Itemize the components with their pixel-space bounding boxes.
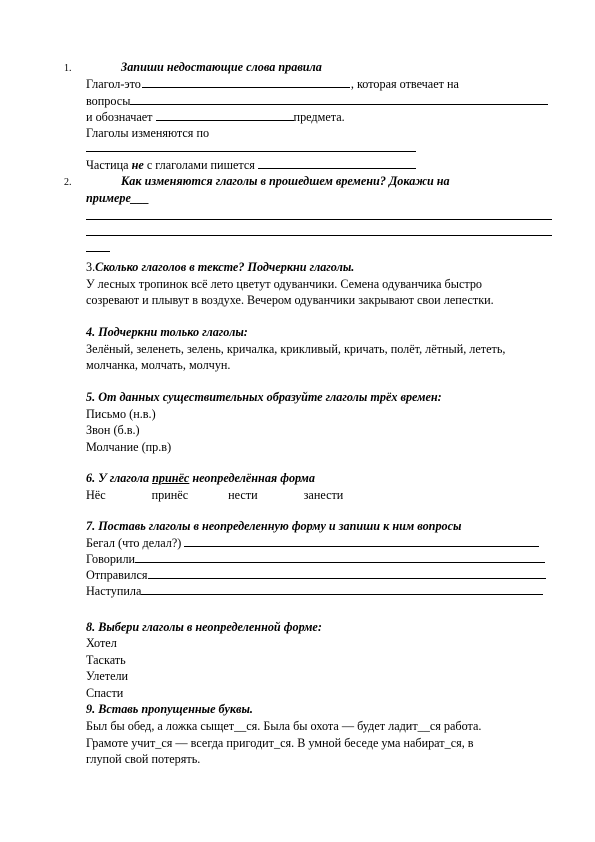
answer-blank[interactable]	[156, 109, 294, 121]
task-1-line-3	[86, 109, 345, 125]
task-6-option[interactable]: принёс	[151, 488, 189, 502]
task-3-title-text: Сколько глаголов в тексте? Подчеркни глаголы.	[95, 260, 355, 274]
answer-blank[interactable]	[141, 583, 543, 595]
task-9-text-line-1: Был бы обед, а ложка сыщет__ся. Была бы охота — будет ладит__ся работа.	[86, 719, 482, 733]
task-9-text-line-3: глупой свой потерять.	[86, 752, 201, 766]
task-8-item: Таскать	[86, 653, 126, 667]
answer-blank[interactable]	[184, 535, 539, 547]
task-6-title-part-1: 6. У глагола	[86, 471, 153, 485]
answer-blank[interactable]	[86, 219, 552, 220]
task-9-text-line-2: Грамоте учит_ся — всегда пригодит_ся. В умной беседе ума набират_ся, в	[86, 736, 474, 750]
task-1-line-4: Глаголы изменяются по	[86, 126, 210, 140]
task-4-title: 4. Подчеркни только глаголы:	[86, 325, 248, 339]
task-6-title-word: принёс	[152, 471, 190, 485]
task-3-title	[86, 259, 354, 275]
task-2-title-line-2: примере___	[86, 191, 150, 205]
task-1-voprosy-text: вопросы	[86, 94, 131, 108]
task-1-oboznachaet-text: и обозначает	[86, 110, 153, 124]
task-3-text-line-2: созревают и плывут в воздухе. Вечером одуванчики закрывают свои лепестки.	[86, 293, 494, 307]
task-1-glagol-text: Глагол-это	[86, 77, 141, 91]
task-5-item: Молчание (пр.в)	[86, 440, 172, 454]
answer-blank[interactable]	[258, 157, 416, 169]
task-3-prefix: 3.	[86, 260, 96, 274]
task-7-title: 7. Поставь глаголы в неопределенную форму и запиши к ним вопросы	[86, 519, 462, 533]
task-1-pishetsya-text: с глаголами пишется	[146, 158, 255, 172]
task-7-row	[86, 567, 546, 583]
task-1-number: 1.	[64, 63, 72, 74]
task-7-row	[86, 583, 543, 599]
answer-blank[interactable]	[135, 551, 545, 563]
task-1-predmeta-text: предмета.	[293, 110, 345, 124]
task-2-number: 2.	[64, 177, 72, 188]
task-7-verb: Бегал (что делал?)	[86, 536, 185, 550]
task-1-line-2	[86, 93, 548, 109]
answer-blank[interactable]	[130, 93, 548, 105]
task-8-item: Спасти	[86, 686, 124, 700]
task-1-chastica-text: Частица	[86, 158, 129, 172]
task-6-title-part-2: неопределённая форма	[189, 471, 315, 485]
answer-blank[interactable]	[86, 235, 552, 236]
task-1-title: Запиши недостающие слова правила	[121, 60, 322, 74]
task-1-kotoraya-text: , которая отвечает на	[350, 77, 459, 91]
task-5-title: 5. От данных существительных образуйте глаголы трёх времен:	[86, 390, 442, 404]
task-7-verb: Говорили	[86, 552, 136, 566]
task-1-line-1	[86, 76, 459, 92]
task-8-title: 8. Выбери глаголы в неопределенной форме:	[86, 620, 322, 634]
task-8-item: Улетели	[86, 669, 129, 683]
task-1-ne-text: не	[131, 158, 144, 172]
task-6-option[interactable]: нести	[228, 488, 258, 502]
task-4-text-line-1: Зелёный, зеленеть, зелень, кричалка, крикливый, кричать, полёт, лётный, лететь,	[86, 342, 506, 356]
answer-blank[interactable]	[148, 567, 546, 579]
answer-blank[interactable]	[86, 251, 110, 252]
task-8-item: Хотел	[86, 636, 117, 650]
task-7-row	[86, 535, 539, 551]
answer-blank[interactable]	[142, 76, 350, 88]
task-6-title	[86, 470, 315, 486]
answer-blank[interactable]	[86, 151, 416, 152]
task-5-item: Письмо (н.в.)	[86, 407, 156, 421]
task-6-option[interactable]: занести	[303, 488, 344, 502]
task-4-text-line-2: молчанка, молчать, молчун.	[86, 358, 231, 372]
task-1-line-5	[86, 157, 416, 173]
task-3-text-line-1: У лесных тропинок всё лето цветут одуванчики. Семена одуванчика быстро	[86, 277, 483, 291]
task-7-row	[86, 551, 545, 567]
task-7-verb: Отправился	[86, 568, 148, 582]
task-6-option[interactable]: Нёс	[86, 488, 106, 502]
task-7-verb: Наступила	[86, 584, 142, 598]
task-2-title-line-1: Как изменяются глаголы в прошедшем времени? Докажи на	[121, 174, 450, 188]
task-9-title: 9. Вставь пропущенные буквы.	[86, 702, 253, 716]
task-5-item: Звон (б.в.)	[86, 423, 140, 437]
task-6-options	[86, 487, 343, 503]
